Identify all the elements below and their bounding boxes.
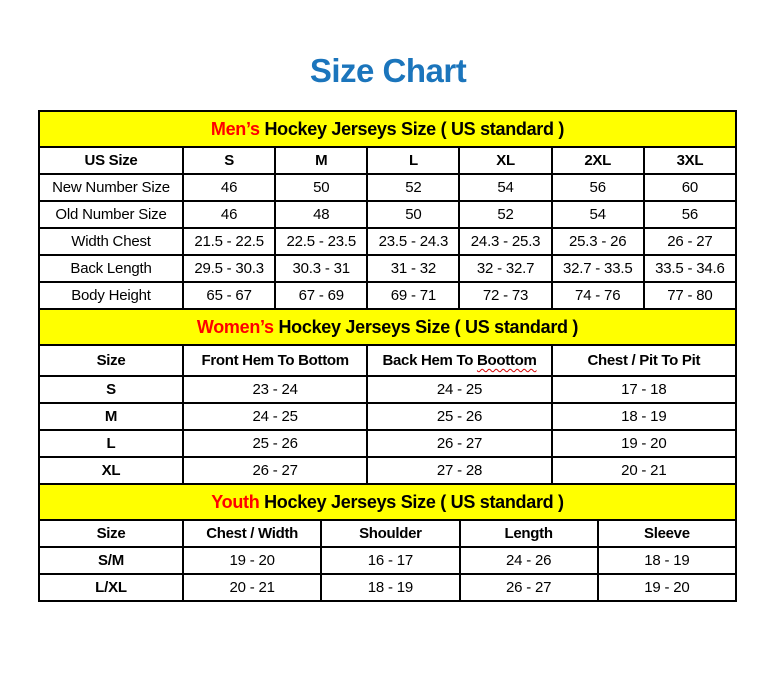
cell-value: 72 - 73	[459, 282, 551, 309]
womens-size-table	[38, 308, 737, 485]
cell-value: 33.5 - 34.6	[644, 255, 736, 282]
cell-value: 21.5 - 22.5	[183, 228, 275, 255]
cell-value: 19 - 20	[552, 430, 736, 457]
table-row	[39, 457, 736, 484]
column-header: US Size	[39, 147, 183, 174]
column-header-prefix: Back Hem To	[382, 352, 477, 369]
cell-value: 19 - 20	[183, 547, 321, 574]
row-label: S	[39, 376, 183, 403]
womens-header-row	[39, 345, 736, 376]
cell-value: 25.3 - 26	[552, 228, 644, 255]
column-header: Length	[460, 520, 598, 547]
cell-value: 27 - 28	[367, 457, 551, 484]
mens-size-table	[38, 110, 737, 310]
column-header: Size	[39, 520, 183, 547]
cell-value: 54	[552, 201, 644, 228]
row-label: L/XL	[39, 574, 183, 601]
column-header: L	[367, 147, 459, 174]
cell-value: 26 - 27	[367, 430, 551, 457]
cell-value: 48	[275, 201, 367, 228]
column-header: Size	[39, 345, 183, 376]
youth-header-row	[39, 520, 736, 547]
mens-banner-title	[39, 111, 736, 147]
row-label: New Number Size	[39, 174, 183, 201]
cell-value: 50	[275, 174, 367, 201]
table-row	[39, 430, 736, 457]
table-row	[39, 174, 736, 201]
cell-value: 24 - 26	[460, 547, 598, 574]
cell-value: 32.7 - 33.5	[552, 255, 644, 282]
mens-header-row	[39, 147, 736, 174]
mens-banner-rest: Hockey Jerseys Size ( US standard )	[259, 118, 565, 139]
row-label: Back Length	[39, 255, 183, 282]
column-header: Shoulder	[321, 520, 459, 547]
column-header: 2XL	[552, 147, 644, 174]
womens-banner-title	[39, 309, 736, 345]
cell-value: 23.5 - 24.3	[367, 228, 459, 255]
column-header: M	[275, 147, 367, 174]
misspelled-word: Boottom	[476, 352, 537, 369]
column-header	[367, 345, 551, 376]
table-row	[39, 574, 736, 601]
cell-value: 25 - 26	[367, 403, 551, 430]
cell-value: 69 - 71	[367, 282, 459, 309]
size-tables	[38, 110, 737, 602]
cell-value: 74 - 76	[552, 282, 644, 309]
size-chart-page	[0, 52, 776, 602]
mens-banner-highlight: Men’s	[210, 118, 260, 139]
cell-value: 54	[459, 174, 551, 201]
cell-value: 16 - 17	[321, 547, 459, 574]
cell-value: 32 - 32.7	[459, 255, 551, 282]
table-row	[39, 282, 736, 309]
row-label: M	[39, 403, 183, 430]
column-header: Sleeve	[598, 520, 736, 547]
cell-value: 52	[459, 201, 551, 228]
cell-value: 24 - 25	[183, 403, 367, 430]
cell-value: 30.3 - 31	[275, 255, 367, 282]
table-row	[39, 403, 736, 430]
table-row	[39, 201, 736, 228]
cell-value: 67 - 69	[275, 282, 367, 309]
row-label: Width Chest	[39, 228, 183, 255]
cell-value: 52	[367, 174, 459, 201]
cell-value: 56	[552, 174, 644, 201]
column-header: Front Hem To Bottom	[183, 345, 367, 376]
cell-value: 18 - 19	[598, 547, 736, 574]
table-row	[39, 547, 736, 574]
cell-value: 46	[183, 201, 275, 228]
cell-value: 26 - 27	[183, 457, 367, 484]
cell-value: 65 - 67	[183, 282, 275, 309]
mens-table-banner	[39, 111, 736, 147]
cell-value: 56	[644, 201, 736, 228]
cell-value: 31 - 32	[367, 255, 459, 282]
cell-value: 25 - 26	[183, 430, 367, 457]
table-row	[39, 255, 736, 282]
youth-banner-highlight: Youth	[211, 491, 260, 512]
cell-value: 19 - 20	[598, 574, 736, 601]
womens-table-banner	[39, 309, 736, 345]
cell-value: 29.5 - 30.3	[183, 255, 275, 282]
row-label: S/M	[39, 547, 183, 574]
cell-value: 77 - 80	[644, 282, 736, 309]
cell-value: 18 - 19	[552, 403, 736, 430]
cell-value: 60	[644, 174, 736, 201]
womens-banner-rest: Hockey Jerseys Size ( US standard )	[273, 316, 579, 337]
cell-value: 26 - 27	[644, 228, 736, 255]
column-header: Chest / Width	[183, 520, 321, 547]
youth-table-banner	[39, 484, 736, 520]
row-label: Old Number Size	[39, 201, 183, 228]
cell-value: 18 - 19	[321, 574, 459, 601]
cell-value: 46	[183, 174, 275, 201]
row-label: XL	[39, 457, 183, 484]
cell-value: 23 - 24	[183, 376, 367, 403]
table-row	[39, 376, 736, 403]
cell-value: 20 - 21	[552, 457, 736, 484]
cell-value: 24.3 - 25.3	[459, 228, 551, 255]
womens-banner-highlight: Women’s	[196, 316, 274, 337]
youth-size-table	[38, 483, 737, 602]
row-label: Body Height	[39, 282, 183, 309]
cell-value: 20 - 21	[183, 574, 321, 601]
cell-value: 26 - 27	[460, 574, 598, 601]
page-title: Size Chart	[309, 52, 467, 89]
row-label: L	[39, 430, 183, 457]
cell-value: 17 - 18	[552, 376, 736, 403]
column-header: 3XL	[644, 147, 736, 174]
cell-value: 24 - 25	[367, 376, 551, 403]
table-row	[39, 228, 736, 255]
column-header: Chest / Pit To Pit	[552, 345, 736, 376]
column-header: S	[183, 147, 275, 174]
column-header: XL	[459, 147, 551, 174]
cell-value: 22.5 - 23.5	[275, 228, 367, 255]
youth-banner-rest: Hockey Jerseys Size ( US standard )	[259, 491, 564, 512]
cell-value: 50	[367, 201, 459, 228]
youth-banner-title	[39, 484, 736, 520]
